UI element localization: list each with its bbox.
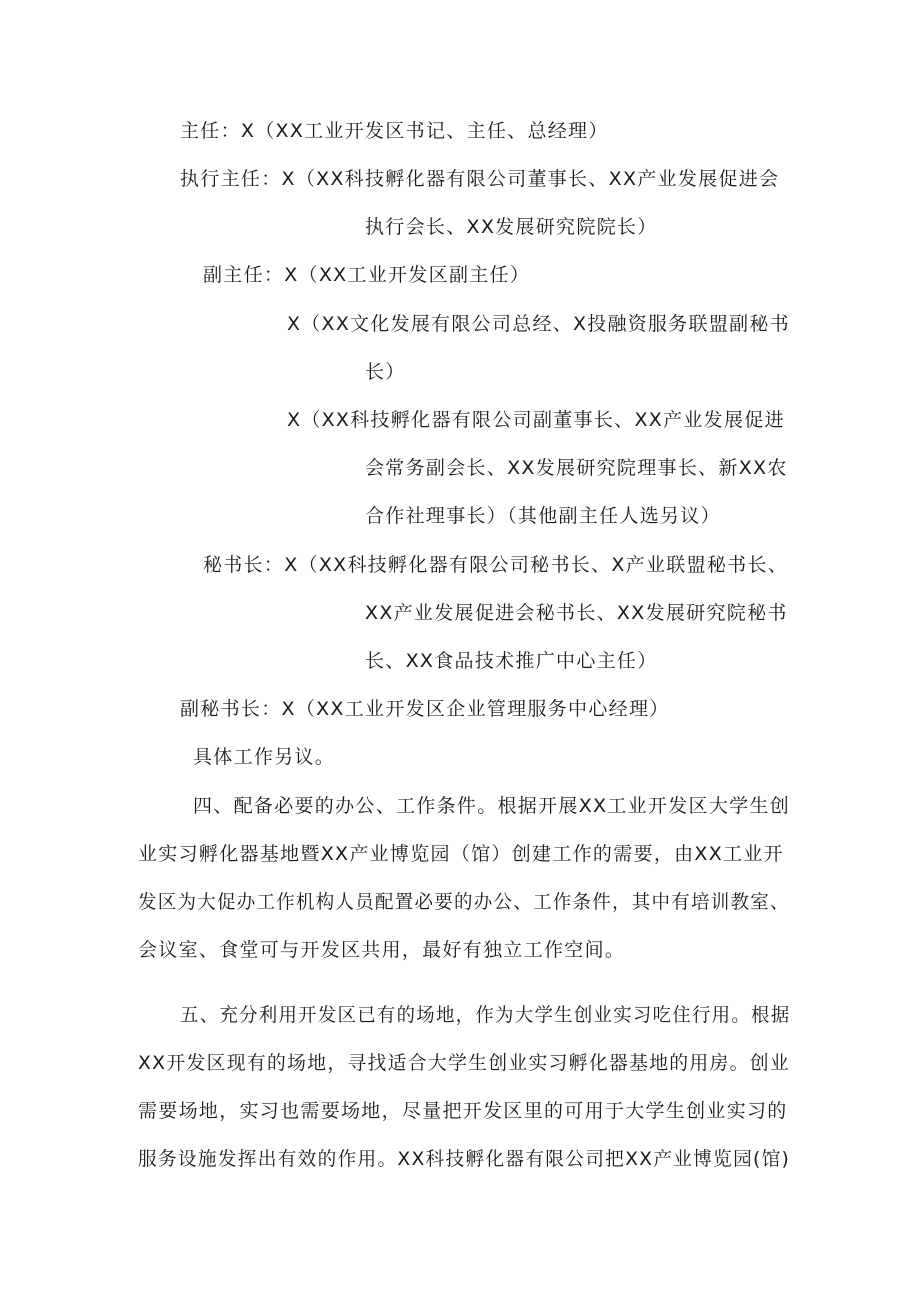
section-five-line-3: 需要场地，实习也需要场地，尽量把开发区里的可用于大学生创业实习的 (138, 1100, 788, 1122)
director-line: 主任：X（XX工业开发区书记、主任、总经理） (180, 120, 609, 142)
executive-director-continuation: 执行会长、XX发展研究院院长） (365, 216, 658, 238)
section-four-line-2: 业实习孵化器基地暨XX产业博览园（馆）创建工作的需要，由XX工业开 (138, 843, 784, 865)
note-line: 具体工作另议。 (193, 746, 336, 768)
section-four-line-4: 会议室、食堂可与开发区共用，最好有独立工作空间。 (138, 939, 626, 961)
section-four-line-3: 发区为大促办工作机构人员配置必要的办公、工作条件，其中有培训教室、 (138, 891, 790, 913)
deputy-director-a-line: X（XX文化发展有限公司总经、X投融资服务联盟副秘书 (287, 313, 790, 335)
deputy-director-a-continuation: 长） (365, 361, 406, 383)
deputy-secretary-general-line: 副秘书长：X（XX工业开发区企业管理服务中心经理） (180, 698, 670, 720)
secretary-general-continuation-2: 长、XX食品技术推广中心主任） (365, 650, 658, 672)
deputy-director-line: 副主任：X（XX工业开发区副主任） (203, 264, 531, 286)
section-four-line-1: 四、配备必要的办公、工作条件。根据开展XX工业开发区大学生创 (193, 795, 791, 817)
deputy-director-b-continuation-2: 合作社理事长）（其他副主任人选另议） (365, 505, 721, 527)
deputy-director-b-continuation: 会常务副会长、XX发展研究院理事长、新XX农 (365, 457, 788, 479)
secretary-general-continuation: XX产业发展促进会秘书长、XX发展研究院秘书 (365, 602, 788, 624)
section-five-line-2: XX开发区现有的场地，寻找适合大学生创业实习孵化器基地的用房。创业 (138, 1052, 791, 1074)
section-five-line-1: 五、充分利用开发区已有的场地，作为大学生创业实习吃住行用。根据 (180, 1004, 791, 1026)
deputy-director-b-line: X（XX科技孵化器有限公司副董事长、XX产业发展促进 (287, 409, 785, 431)
section-five-line-4: 服务设施发挥出有效的作用。XX科技孵化器有限公司把XX产业博览园(馆) (138, 1148, 791, 1170)
secretary-general-line: 秘书长：X（XX科技孵化器有限公司秘书长、X产业联盟秘书长、 (203, 554, 789, 576)
executive-director-line: 执行主任：X（XX科技孵化器有限公司董事长、XX产业发展促进会 (180, 168, 780, 190)
